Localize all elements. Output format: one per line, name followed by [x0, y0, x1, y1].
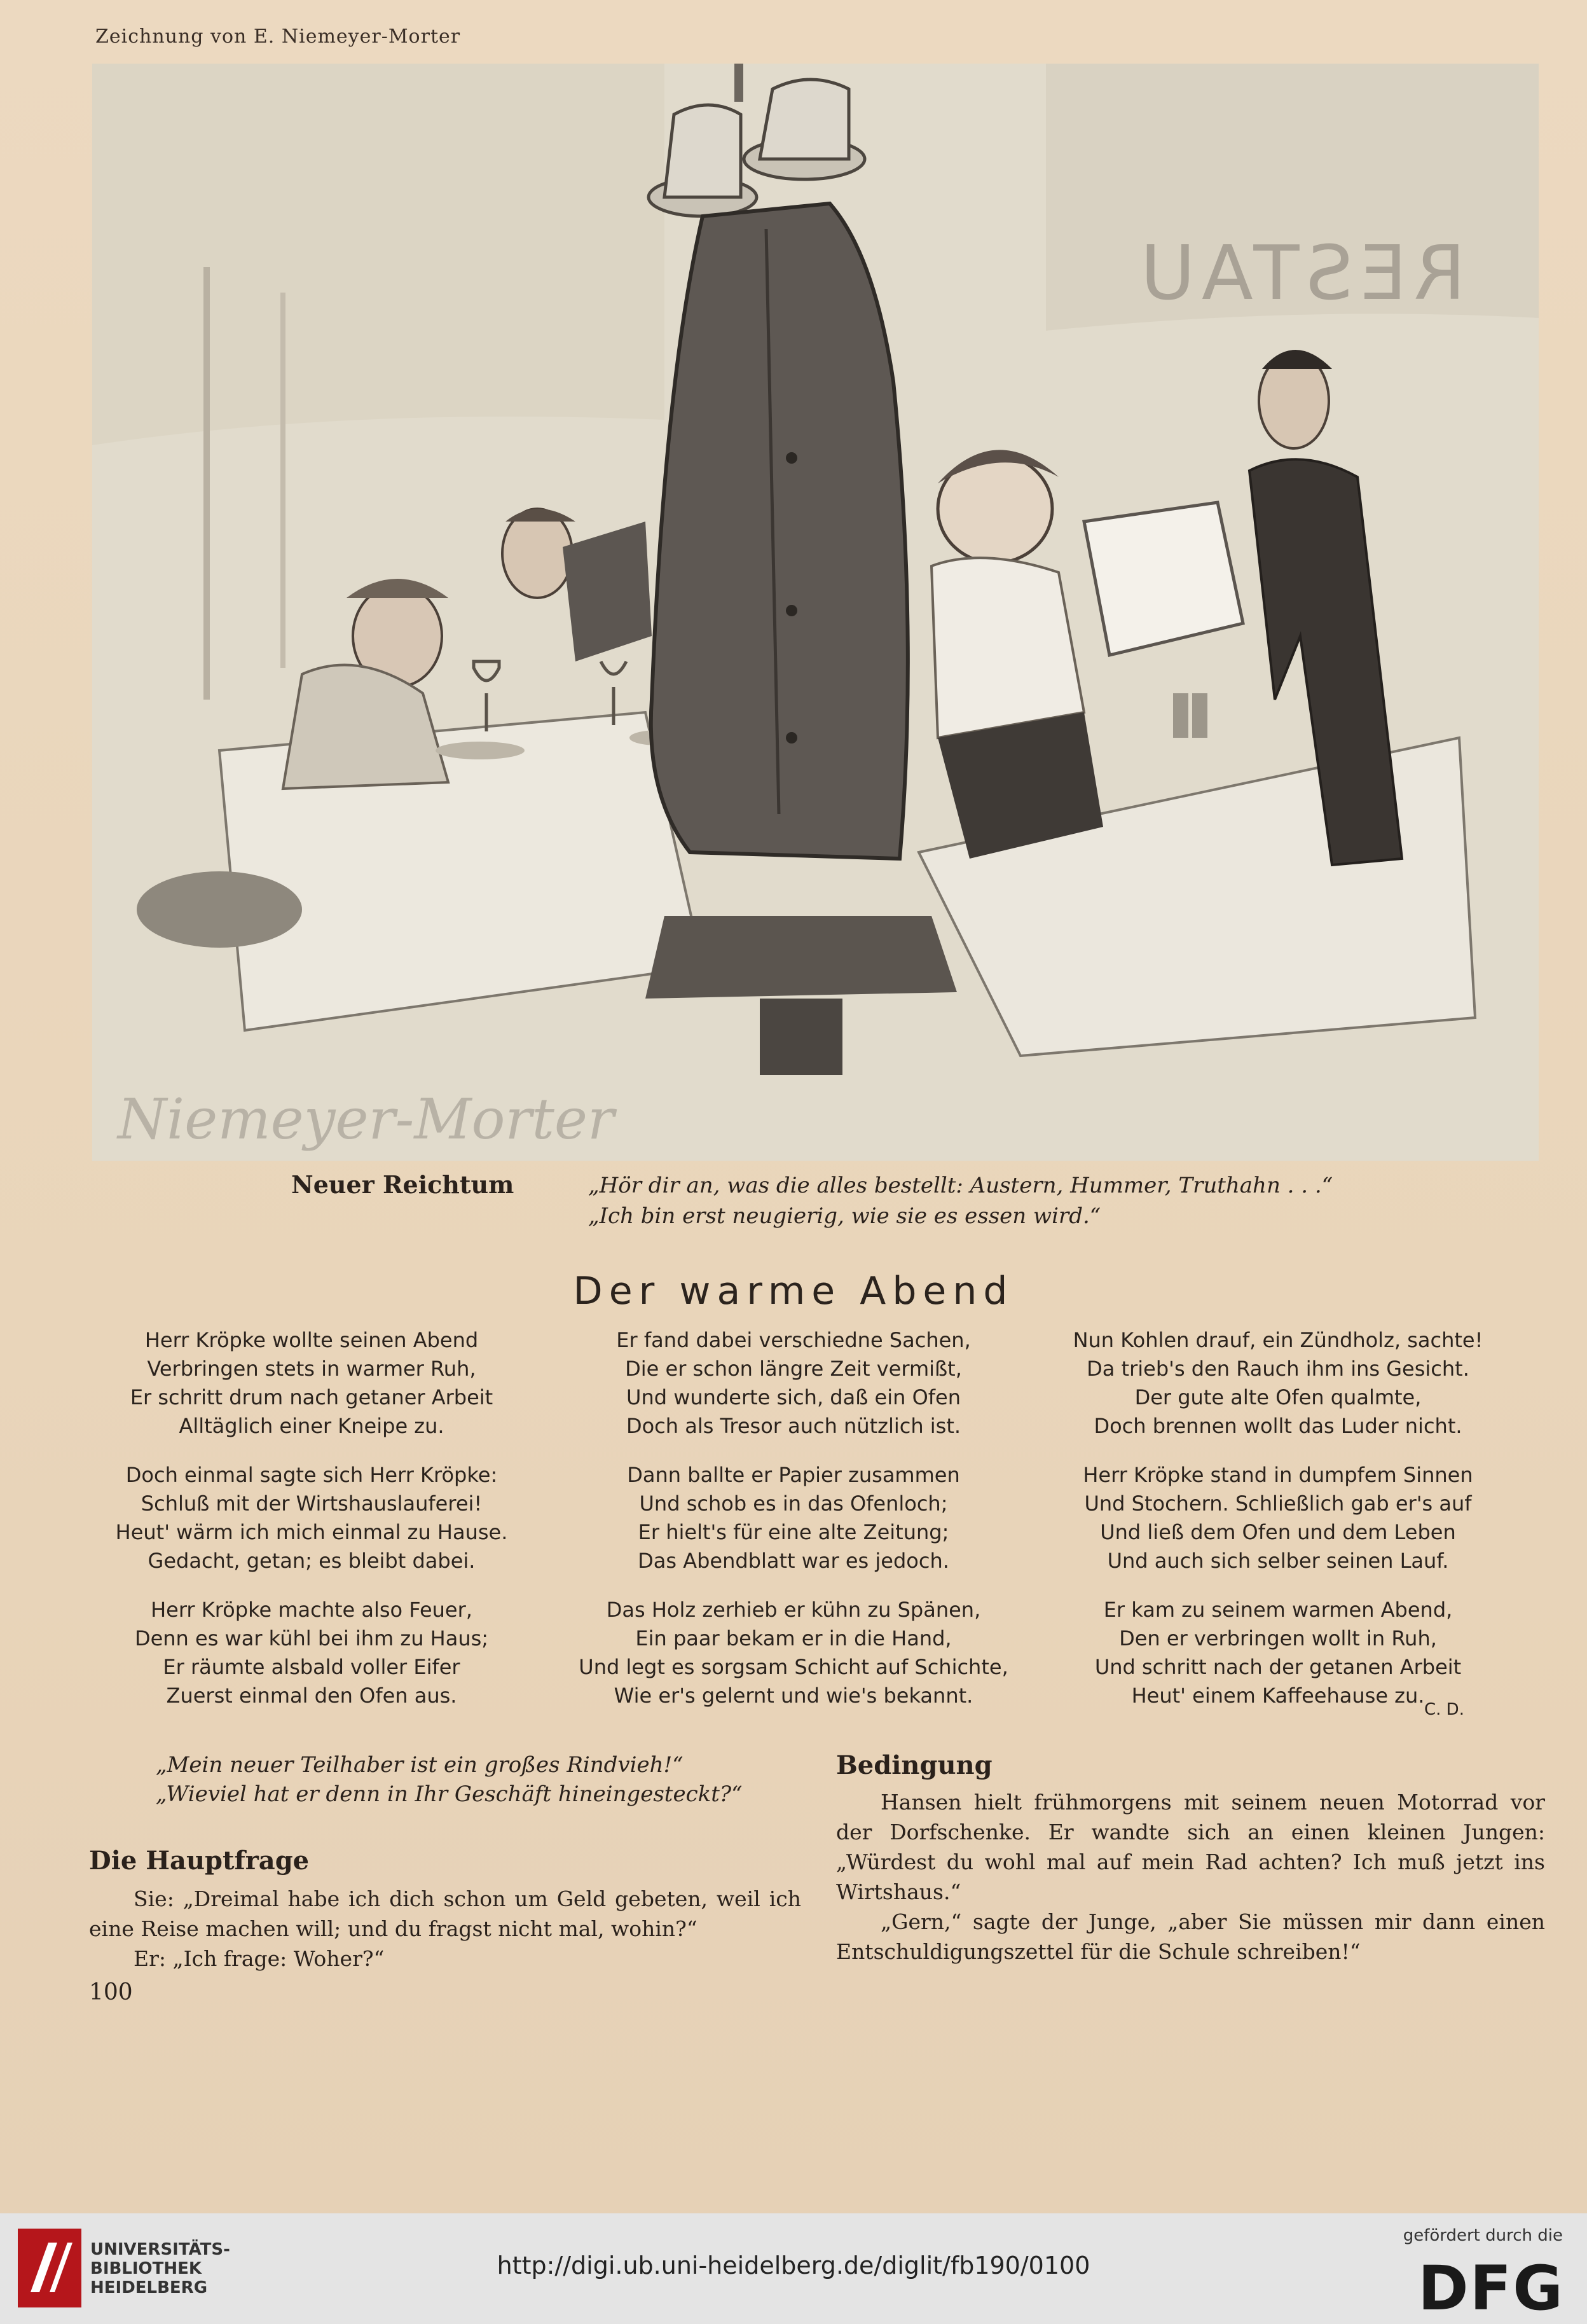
poem-line: Doch einmal sagte sich Herr Kröpke: — [125, 1463, 498, 1487]
poem-column-3 — [1036, 1326, 1520, 1731]
poem-line: Nun Kohlen drauf, ein Zündholz, sachte! — [1073, 1328, 1483, 1352]
library-name-line: BIBLIOTHEK — [90, 2259, 202, 2278]
poem-line: Zuerst einmal den Ofen aus. — [166, 1684, 457, 1708]
library-name-line: UNIVERSITÄTS- — [90, 2240, 230, 2259]
poem-line: Und schob es in das Ofenloch; — [639, 1491, 948, 1516]
poem-line: Und auch sich selber seinen Lauf. — [1107, 1549, 1449, 1573]
poem-stanza — [552, 1596, 1035, 1710]
page-number: 100 — [89, 1979, 133, 2005]
caption-line: „Ich bin erst neugierig, wie sie es essen wird.“ — [588, 1203, 1101, 1229]
poem-line: Und wunderte sich, daß ein Ofen — [626, 1385, 961, 1409]
poem-stanza — [70, 1326, 553, 1441]
bedingung-paragraph: Hansen hielt frühmorgens mit seinem neuen Motorrad vor der Dorfschenke. Er wandte sich an einen kleinen Jungen: „Würdest du wohl mal auf mein Rad achten? Ich muß jetzt ins Wirtshaus.“ — [836, 1790, 1545, 1904]
hauptfrage-body — [89, 1884, 801, 1974]
poem-stanza — [552, 1461, 1035, 1575]
poem-line: Er räumte alsbald voller Eifer — [163, 1655, 460, 1679]
poem-line: Er kam zu seinem warmen Abend, — [1103, 1598, 1453, 1622]
poem-line: Und Stochern. Schließlich gab er's auf — [1084, 1491, 1472, 1516]
library-name-line: HEIDELBERG — [90, 2278, 208, 2297]
poem-column-2 — [552, 1326, 1035, 1731]
poem-line: Denn es war kühl bei ihm zu Haus; — [134, 1626, 489, 1650]
hauptfrage-paragraph: Sie: „Dreimal habe ich dich schon um Geld gebeten, weil ich eine Reise machen will; und du fragst nicht mal, wohin?“ — [89, 1886, 801, 1941]
poem-line: Er fand dabei verschiedne Sachen, — [616, 1328, 971, 1352]
poem-line: Da trieb's den Rauch ihm ins Gesicht. — [1087, 1357, 1469, 1381]
poem-author-signature: C. D. — [1424, 1700, 1464, 1719]
restaurant-illustration — [92, 64, 1539, 1161]
poem-line: Schluß mit der Wirtshauslauferei! — [141, 1491, 483, 1516]
poem-line: Herr Kröpke wollte seinen Abend — [144, 1328, 479, 1352]
poem-column-1 — [70, 1326, 553, 1731]
poem-stanza — [1036, 1596, 1520, 1710]
joke-line: „Mein neuer Teilhaber ist ein großes Rindvieh!“ — [156, 1752, 684, 1778]
poem-line: Verbringen stets in warmer Ruh, — [147, 1357, 476, 1381]
funding-label: gefördert durch die — [1403, 2226, 1563, 2245]
poem-line: Wie er's gelernt und wie's bekannt. — [614, 1684, 973, 1708]
poem-line: Und legt es sorgsam Schicht auf Schichte, — [579, 1655, 1008, 1679]
poem-line: Alltäglich einer Kneipe zu. — [179, 1414, 444, 1438]
poem-stanza — [1036, 1461, 1520, 1575]
poem-line: Den er verbringen wollt in Ruh, — [1119, 1626, 1437, 1650]
caption-title: Neuer Reichtum — [291, 1170, 514, 1199]
poem-line: Herr Kröpke machte also Feuer, — [151, 1598, 472, 1622]
permalink-url[interactable]: http://digi.ub.uni-heidelberg.de/diglit/fb190/0100 — [497, 2251, 1090, 2279]
restaurant-sign — [1134, 229, 1466, 317]
poem-line: Gedacht, getan; es bleibt dabei. — [148, 1549, 476, 1573]
poem-line: Und schritt nach der getanen Arbeit — [1094, 1655, 1462, 1679]
poem-line: Er schritt drum nach getaner Arbeit — [130, 1385, 493, 1409]
poem-line: Dann ballte er Papier zusammen — [627, 1463, 960, 1487]
poem-line: Er hielt's für eine alte Zeitung; — [638, 1520, 949, 1544]
poem-line: Das Abendblatt war es jedoch. — [638, 1549, 949, 1573]
poem-line: Und ließ dem Ofen und dem Leben — [1100, 1520, 1456, 1544]
poem-stanza — [1036, 1326, 1520, 1441]
poem-stanza — [70, 1596, 553, 1710]
poem-stanza — [552, 1326, 1035, 1441]
poem-stanza — [70, 1461, 553, 1575]
dfg-logo: DFG — [1417, 2253, 1564, 2324]
artist-signature: Niemeyer-Morter — [118, 1086, 614, 1152]
poem-line: Doch brennen wollt das Luder nicht. — [1094, 1414, 1462, 1438]
illustration-credit: Zeichnung von E. Niemeyer-Morter — [95, 25, 461, 48]
joke-rindvieh — [156, 1750, 743, 1809]
svg-text:RESTAU: RESTAU — [1134, 229, 1466, 317]
poem-title: Der warme Abend — [573, 1269, 1014, 1313]
poem-line: Der gute alte Ofen qualmte, — [1134, 1385, 1422, 1409]
poem-line: Heut' wärm ich mich einmal zu Hause. — [115, 1520, 508, 1544]
illustration-drawing — [92, 64, 1539, 1161]
caption-dialogue — [588, 1170, 1333, 1231]
poem-line: Ein paar bekam er in die Hand, — [635, 1626, 952, 1650]
bedingung-body — [836, 1787, 1545, 1967]
hauptfrage-heading: Die Hauptfrage — [89, 1846, 310, 1876]
joke-line: „Wieviel hat er denn in Ihr Geschäft hineingesteckt?“ — [156, 1781, 743, 1807]
hauptfrage-paragraph: Er: „Ich frage: Woher?“ — [134, 1946, 385, 1971]
poem-line: Heut' einem Kaffeehause zu. — [1131, 1684, 1425, 1708]
digitization-footer — [0, 2213, 1587, 2324]
poem-line: Das Holz zerhieb er kühn zu Spänen, — [606, 1598, 981, 1622]
poem-line: Doch als Tresor auch nützlich ist. — [626, 1414, 961, 1438]
poem-line: Die er schon längre Zeit vermißt, — [625, 1357, 962, 1381]
poem-line: Herr Kröpke stand in dumpfem Sinnen — [1083, 1463, 1473, 1487]
bedingung-heading: Bedingung — [836, 1750, 993, 1780]
bedingung-paragraph: „Gern,“ sagte der Junge, „aber Sie müssen mir dann einen Entschuldigungszettel für die Schule schreiben!“ — [836, 1909, 1545, 1964]
caption-line: „Hör dir an, was die alles bestellt: Austern, Hummer, Truthahn . . .“ — [588, 1173, 1333, 1198]
